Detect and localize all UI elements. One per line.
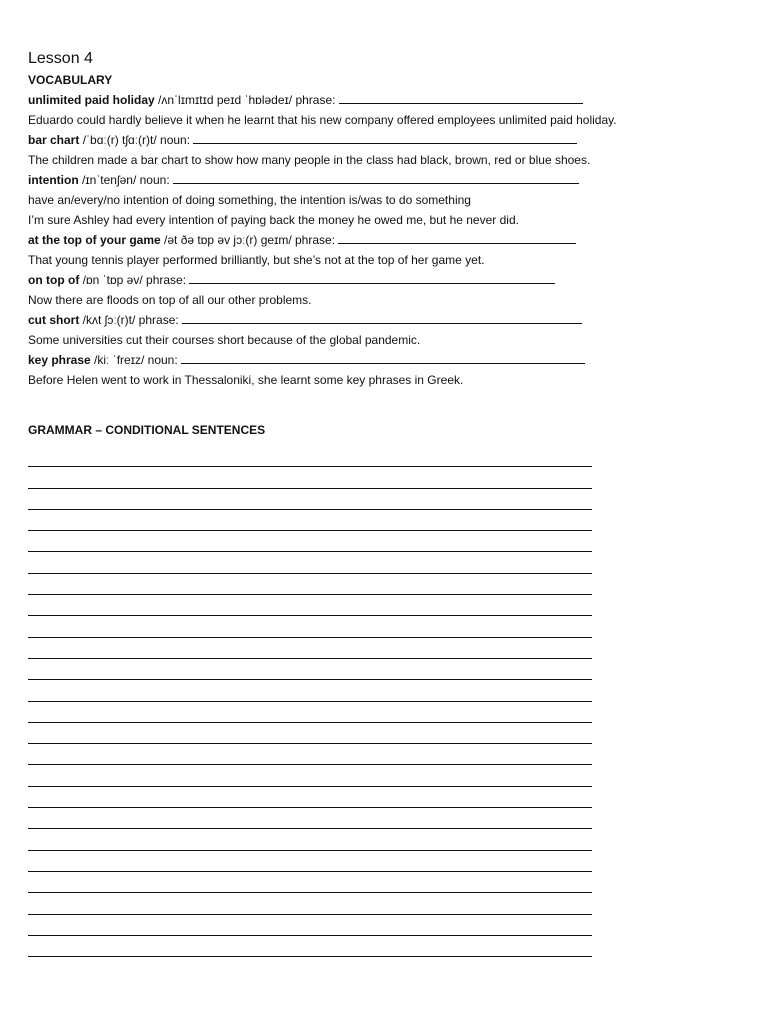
vocab-pronunciation: /kiː ˈfreɪz/ noun: <box>90 353 182 367</box>
vocab-pronunciation: /ɒn ˈtɒp əv/ phrase: <box>79 273 190 287</box>
vocab-pronunciation: /ɪnˈtenʃən/ noun: <box>78 173 173 187</box>
writing-line[interactable] <box>28 915 592 936</box>
writing-line[interactable] <box>28 851 592 872</box>
writing-line[interactable] <box>28 595 592 616</box>
answer-blank[interactable] <box>339 90 583 104</box>
vocab-example: That young tennis player performed brilliantly, but she’s not at the top of her game yet. <box>28 253 485 267</box>
writing-line[interactable] <box>28 531 592 552</box>
writing-line[interactable] <box>28 744 592 765</box>
vocab-example: Eduardo could hardly believe it when he learnt that his new company offered employees unlimited paid holiday. <box>28 113 617 127</box>
vocab-example: Before Helen went to work in Thessaloniki, she learnt some key phrases in Greek. <box>28 373 464 387</box>
writing-line[interactable] <box>28 489 592 510</box>
vocab-pronunciation: /ʌnˈlɪmɪtɪd peɪd ˈhɒlədeɪ/ phrase: <box>154 93 339 107</box>
vocab-term: intention <box>28 173 79 187</box>
vocab-entry <box>28 350 728 370</box>
answer-blank[interactable] <box>338 230 576 244</box>
section-spacer <box>28 390 728 420</box>
vocab-example: I’m sure Ashley had every intention of paying back the money he owed me, but he never did. <box>28 213 519 227</box>
writing-line[interactable] <box>28 659 592 680</box>
answer-blank[interactable] <box>182 310 582 324</box>
vocab-entry <box>28 90 728 110</box>
writing-line[interactable] <box>28 467 592 488</box>
vocab-term: on top of <box>28 273 80 287</box>
writing-line[interactable] <box>28 829 592 850</box>
writing-line[interactable] <box>28 552 592 573</box>
vocab-pronunciation: /ˈbɑː(r) tʃɑː(r)t/ noun: <box>79 133 194 147</box>
vocab-example: Some universities cut their courses short because of the global pandemic. <box>28 333 421 347</box>
writing-line[interactable] <box>28 893 592 914</box>
vocab-term: unlimited paid holiday <box>28 93 155 107</box>
writing-line[interactable] <box>28 765 592 786</box>
vocab-entry <box>28 230 728 250</box>
vocab-entry <box>28 270 728 290</box>
writing-line[interactable] <box>28 702 592 723</box>
vocab-term: cut short <box>28 313 80 327</box>
vocab-entry <box>28 170 728 190</box>
answer-blank[interactable] <box>189 270 555 284</box>
vocab-pronunciation: /ət ðə tɒp əv jɔː(r) geɪm/ phrase: <box>160 233 339 247</box>
writing-line[interactable] <box>28 723 592 744</box>
grammar-heading: GRAMMAR – CONDITIONAL SENTENCES <box>28 423 266 437</box>
answer-blank[interactable] <box>193 130 577 144</box>
grammar-writing-area[interactable] <box>28 446 728 957</box>
writing-line[interactable] <box>28 872 592 893</box>
writing-line[interactable] <box>28 680 592 701</box>
writing-line[interactable] <box>28 446 592 467</box>
writing-line[interactable] <box>28 808 592 829</box>
answer-blank[interactable] <box>173 170 579 184</box>
vocab-example: The children made a bar chart to show how many people in the class had black, brown, red or blue shoes. <box>28 153 591 167</box>
vocab-entry <box>28 310 728 330</box>
lesson-title: Lesson 4 <box>28 50 93 67</box>
vocab-example: have an/every/no intention of doing something, the intention is/was to do something <box>28 193 471 207</box>
writing-line[interactable] <box>28 787 592 808</box>
vocab-entry <box>28 130 728 150</box>
vocab-pronunciation: /kʌt ʃɔː(r)t/ phrase: <box>79 313 183 327</box>
writing-line[interactable] <box>28 574 592 595</box>
vocab-term: bar chart <box>28 133 80 147</box>
writing-line[interactable] <box>28 936 592 957</box>
worksheet-page <box>28 48 728 957</box>
writing-line[interactable] <box>28 616 592 637</box>
writing-line[interactable] <box>28 510 592 531</box>
vocab-term: key phrase <box>28 353 91 367</box>
answer-blank[interactable] <box>181 350 585 364</box>
vocab-example: Now there are floods on top of all our other problems. <box>28 293 312 307</box>
vocabulary-heading: VOCABULARY <box>28 73 113 87</box>
writing-line[interactable] <box>28 638 592 659</box>
vocab-term: at the top of your game <box>28 233 161 247</box>
